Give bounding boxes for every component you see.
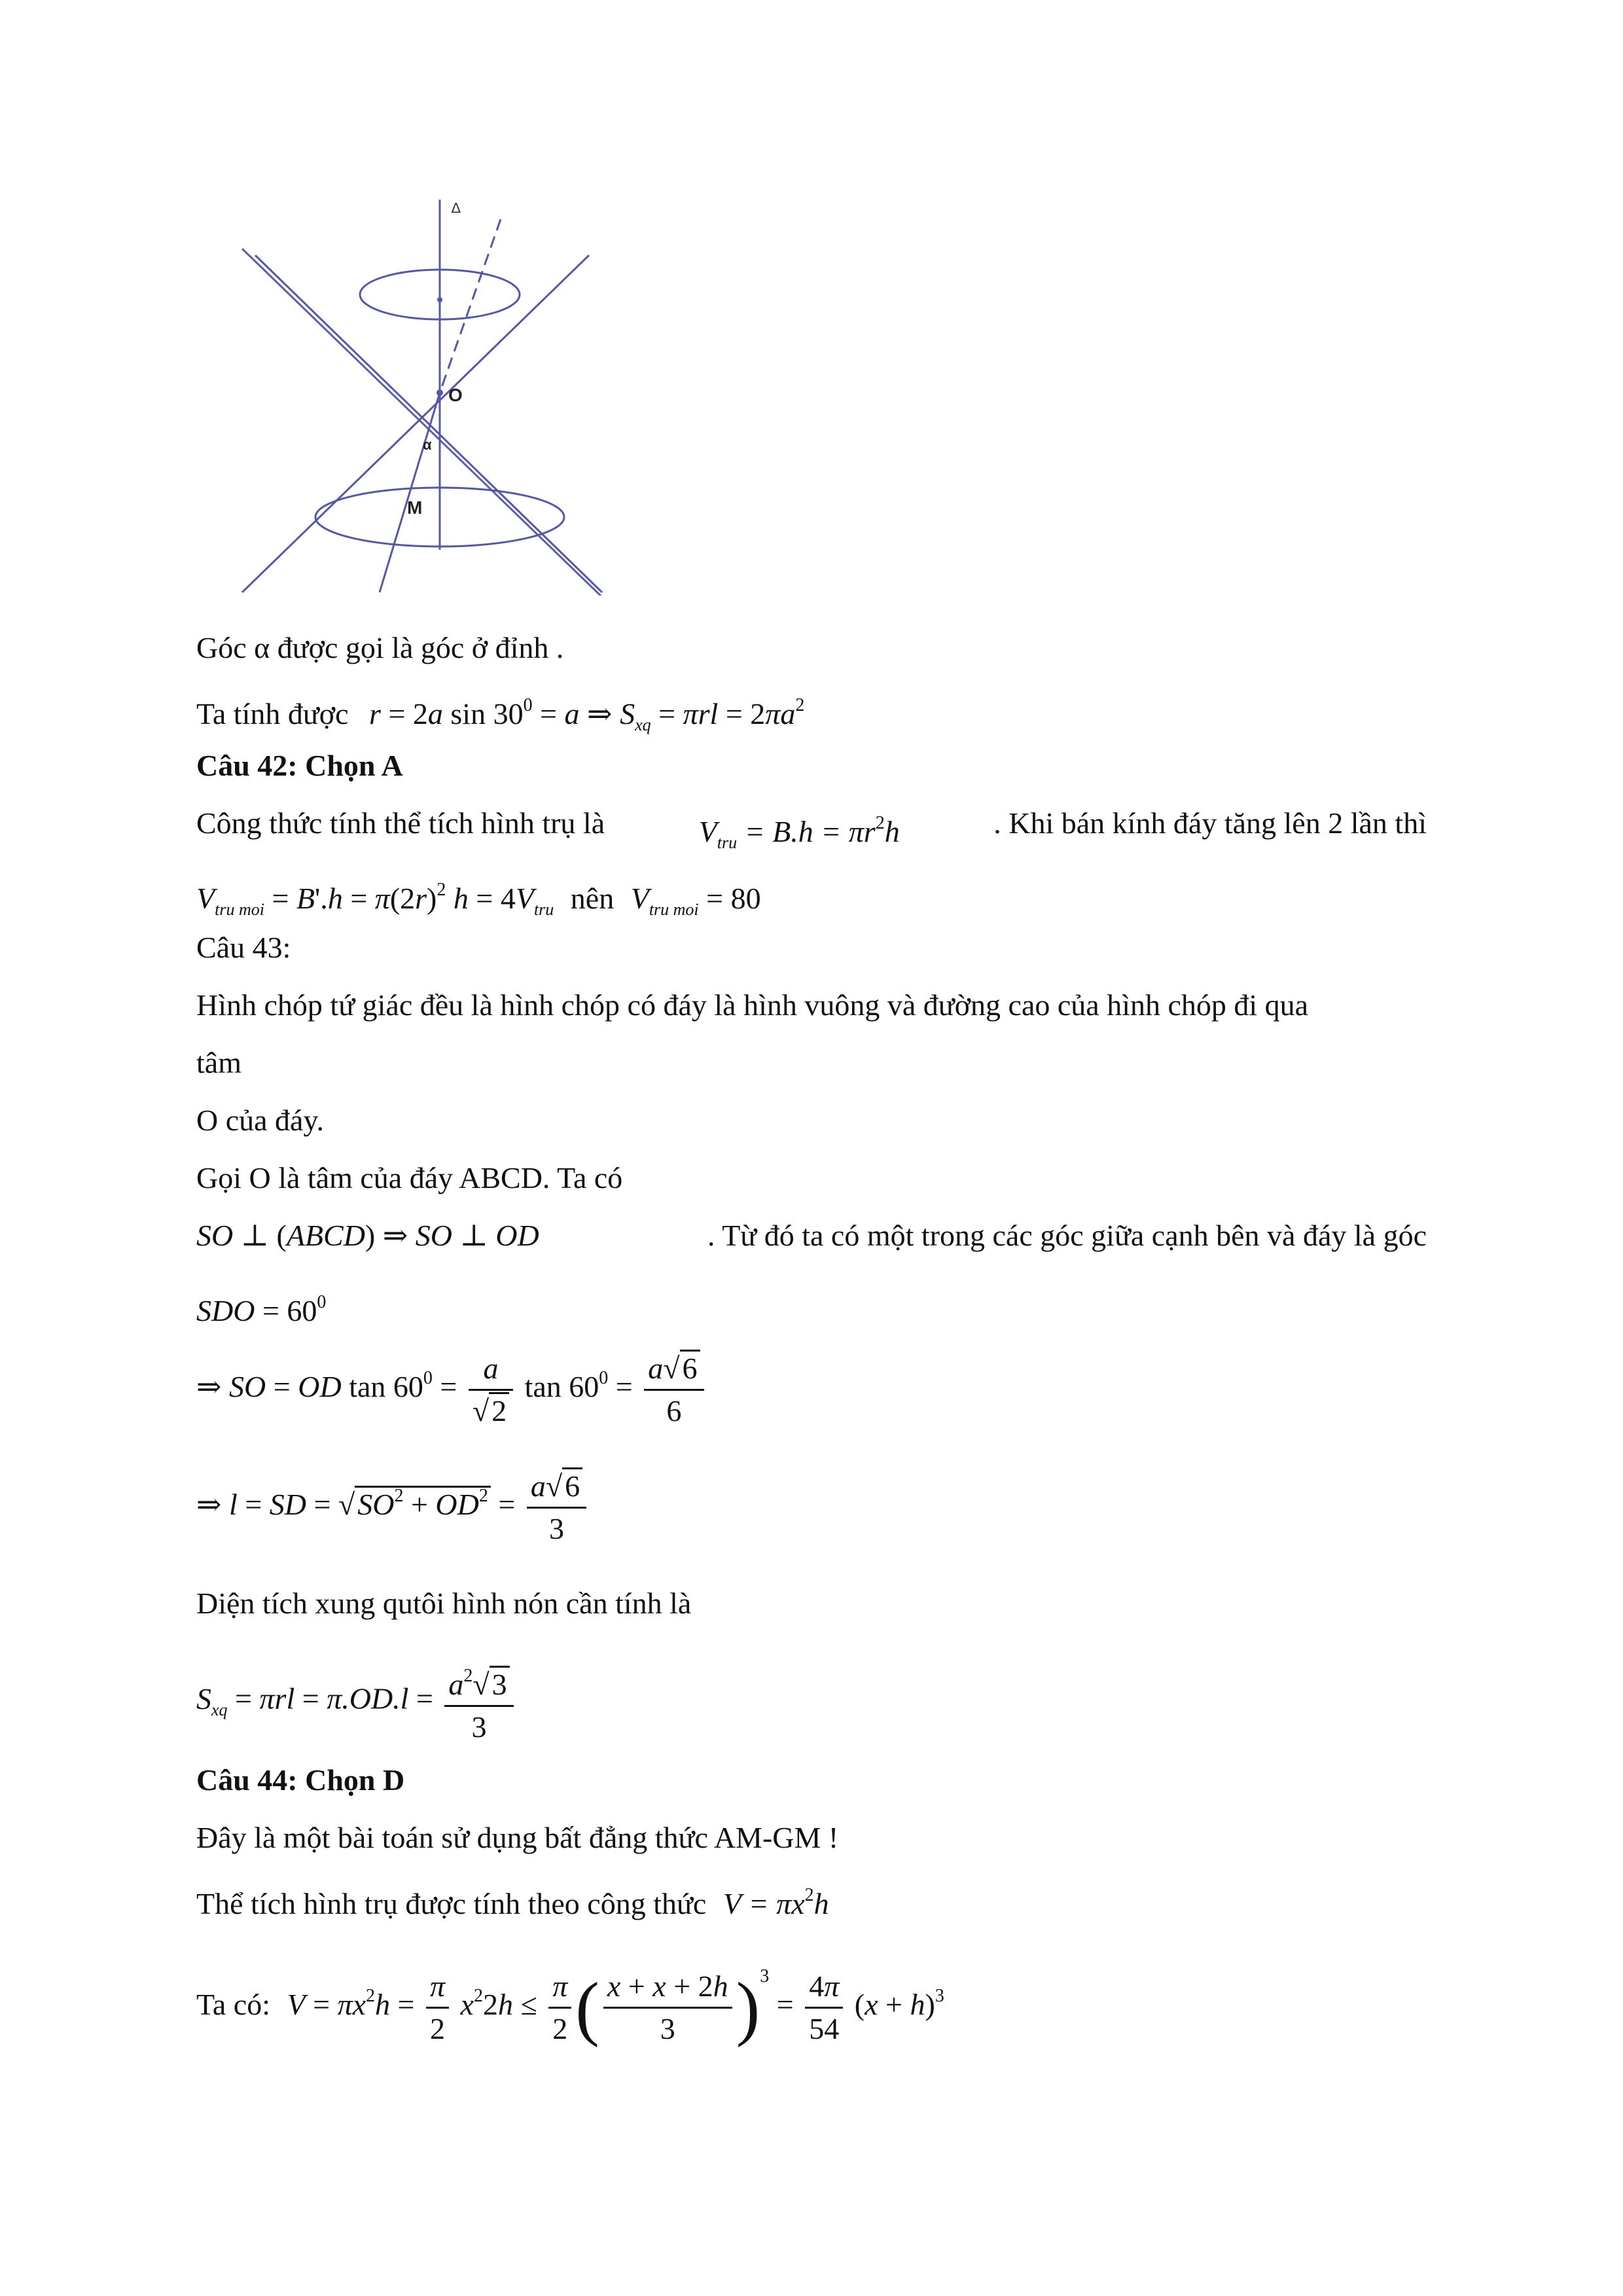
cau44-line2: Thể tích hình trụ được tính theo công thức $V = \pi x^2h$	[196, 1885, 829, 1920]
ta-tinh-duoc-line: Ta tính được r = 2a $\sin 30^0 = a$ ⇒ $S_{xq} = \pi rl = 2\pi a^2$	[196, 695, 805, 734]
cone-line-om	[380, 393, 440, 592]
ta-tinh-duoc-label: Ta tính được	[196, 697, 349, 730]
cau43-line4: Gọi O là tâm của đáy ABCD. Ta có	[196, 1161, 623, 1194]
cau44-line1: Đây là một bài toán sử dụng bất đẳng thức AM-GM !	[196, 1821, 839, 1854]
cone-generatrix-1	[255, 255, 602, 592]
cone-generatrix-2	[242, 255, 589, 592]
cone-line-dashed	[440, 219, 501, 393]
label-o: O	[448, 385, 463, 405]
cau43-line1: Hình chóp tứ giác đều là hình chóp có đáy là hình vuông và đường cao của hình chóp đi qua	[196, 988, 1309, 1022]
cau42-text2: . Khi bán kính đáy tăng lên 2 lần thì	[993, 806, 1427, 840]
goc-alpha-line: Góc α được gọi là góc ở đỉnh .	[196, 631, 564, 664]
cau43-line6: Diện tích xung qutôi hình nón cần tính là	[196, 1587, 692, 1620]
cau43-text5: . Từ đó ta có một trong các góc giữa cạnh bên và đáy là góc	[707, 1219, 1427, 1252]
cau44-line3: Ta có: $V = \pi x^2h$ = $\frac{\pi}{2}$ $x^22h$ ≤ $\frac{\pi}{2}$ ( $\frac{x + x + 2h}{3}$ )$^3$ = $\frac{4\pi}{54}$ $(x + h)^3$	[196, 1966, 944, 2048]
cau43-sxq-eq: $S_{xq} = \pi rl = \pi.OD.l$ = $\frac{a^2√3}{3}$	[196, 1656, 518, 1748]
label-alpha: α	[423, 437, 432, 453]
cau42-line1: Công thức tính thể tích hình trụ là $V_{tru} = B.h = \pi r^2h$ . Khi bán kính đáy tăng lên 2 lần thì	[196, 804, 1427, 863]
cau43-l-eq: ⇒ l = SD = $√SO^2 + OD^2$ = $\frac{a√6}{3}$	[196, 1466, 590, 1549]
cau43-so-eq: ⇒ SO = OD $\tan 60^0$ = $\frac{a}{√2}$ $\tan 60^0$ = $\frac{a√6}{6}$	[196, 1348, 708, 1431]
cau42-line2: $V_{tru moi} = B'.h = \pi(2r)^2$ $h = 4V_{tru}$ nên $V_{tru moi} = 80$	[196, 880, 761, 919]
cau44-text3: Ta có:	[196, 1988, 271, 2021]
cone-diagram	[236, 193, 641, 599]
cau43-heading: Câu 43:	[196, 931, 291, 964]
cau42-nen: nên	[570, 882, 615, 915]
label-m: M	[407, 497, 423, 518]
cau43-sdo: SDO = $60^0$	[196, 1292, 327, 1327]
cau42-text1: Công thức tính thể tích hình trụ là	[196, 806, 605, 840]
cau44-heading: Câu 44: Chọn D	[196, 1763, 405, 1797]
cau42-heading: Câu 42: Chọn A	[196, 749, 403, 782]
cau44-text2: Thể tích hình trụ được tính theo công thức	[196, 1887, 707, 1920]
label-axis: ∆	[452, 200, 461, 216]
cau43-line3: O của đáy.	[196, 1103, 324, 1137]
cau43-line2: tâm	[196, 1046, 241, 1079]
cau43-line5: SO ⊥ (ABCD) ⇒ SO ⊥ OD . Từ đó ta có một trong các góc giữa cạnh bên và đáy là góc	[196, 1216, 1427, 1255]
